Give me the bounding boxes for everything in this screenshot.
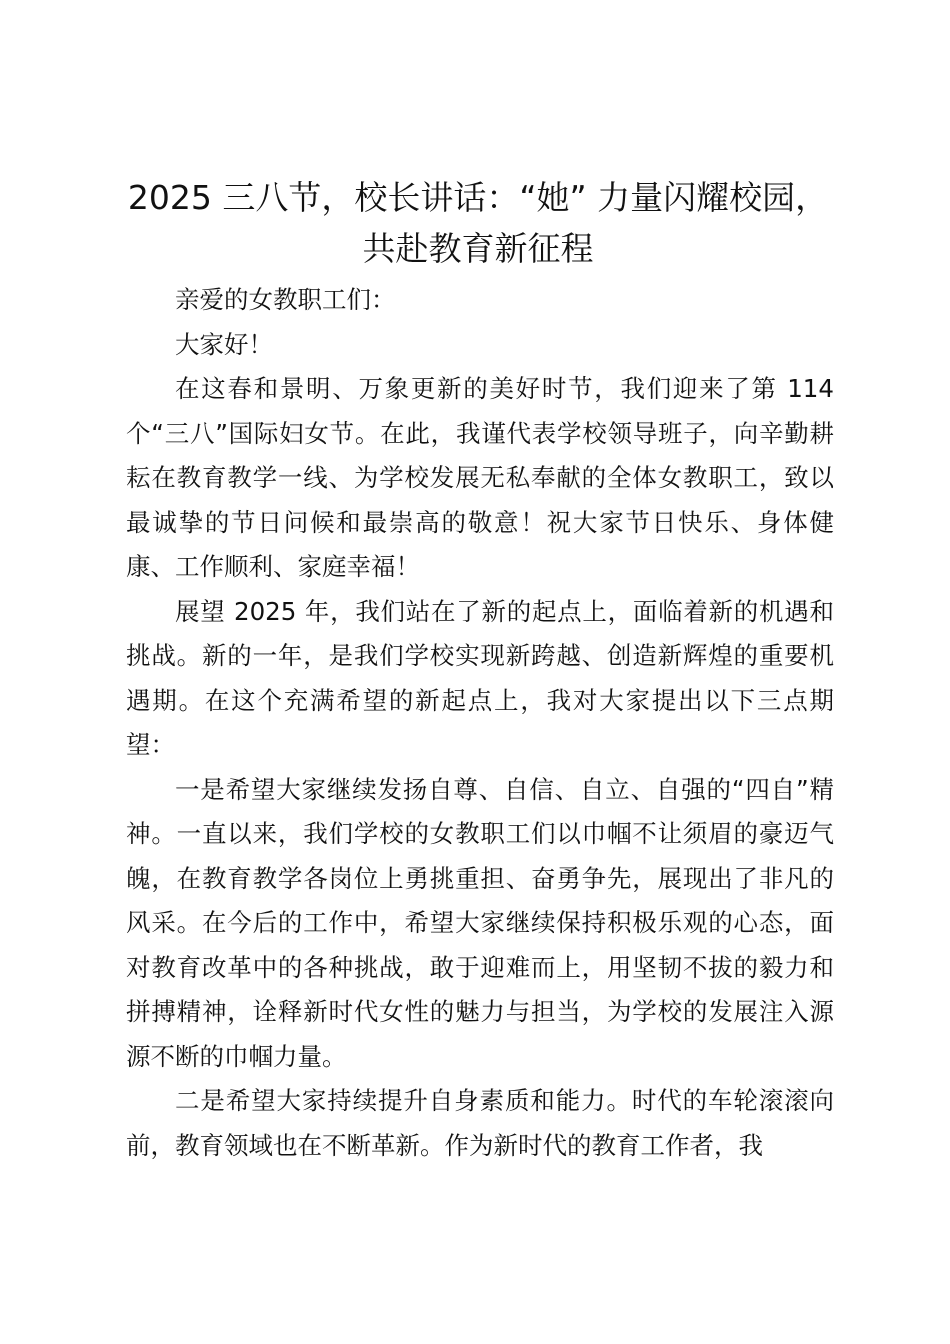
document-title: 2025 三八节，校长讲话：“她” 力量闪耀校园，共赴教育新征程 <box>127 178 829 268</box>
paragraph-hello: 大家好！ <box>175 329 273 359</box>
paragraph-expectation-one: 一是希望大家继续发扬自尊、自信、自立、自强的“四自”精神。一直以来，我们学校的女教职工们以巾帼不让须眉的豪迈气魄，在教育教学各岗位上勇挑重担、奋勇争先，展现出了非凡的风采。在今后的工作中，希望大家继续保持积极乐观的心态，面对教育改革中的各种挑战，敢于迎难而上，用坚韧不拔的毅力和拼搏精神，诠释新时代女性的魅力与担当，为学校的发展注入源源不断的巾帼力量。 <box>126 774 834 1071</box>
paragraph-greeting: 亲爱的女教职工们： <box>175 285 396 314</box>
paragraph-outlook-2025: 展望 2025 年，我们站在了新的起点上，面临着新的机遇和挑战。新的一年，是我们学校实现新跨越、创造新辉煌的重要机遇期。在这个充满希望的新起点上，我对大家提出以下三点期望： <box>126 596 834 759</box>
paragraph-expectation-two: 二是希望大家持续提升自身素质和能力。时代的车轮滚滚向前，教育领域也在不断革新。作为新时代的教育工作者，我 <box>126 1086 834 1160</box>
paragraph-festival-greeting: 在这春和景明、万象更新的美好时节，我们迎来了第 114 个“三八”国际妇女节。在此，我谨代表学校领导班子，向辛勤耕耘在教育教学一线、为学校发展无私奉献的全体女教职工，致以最诚挚的节日问候和最崇高的敬意！祝大家节日快乐、身体健康、工作顺利、家庭幸福！ <box>126 374 834 581</box>
document-body <box>126 278 834 1168</box>
